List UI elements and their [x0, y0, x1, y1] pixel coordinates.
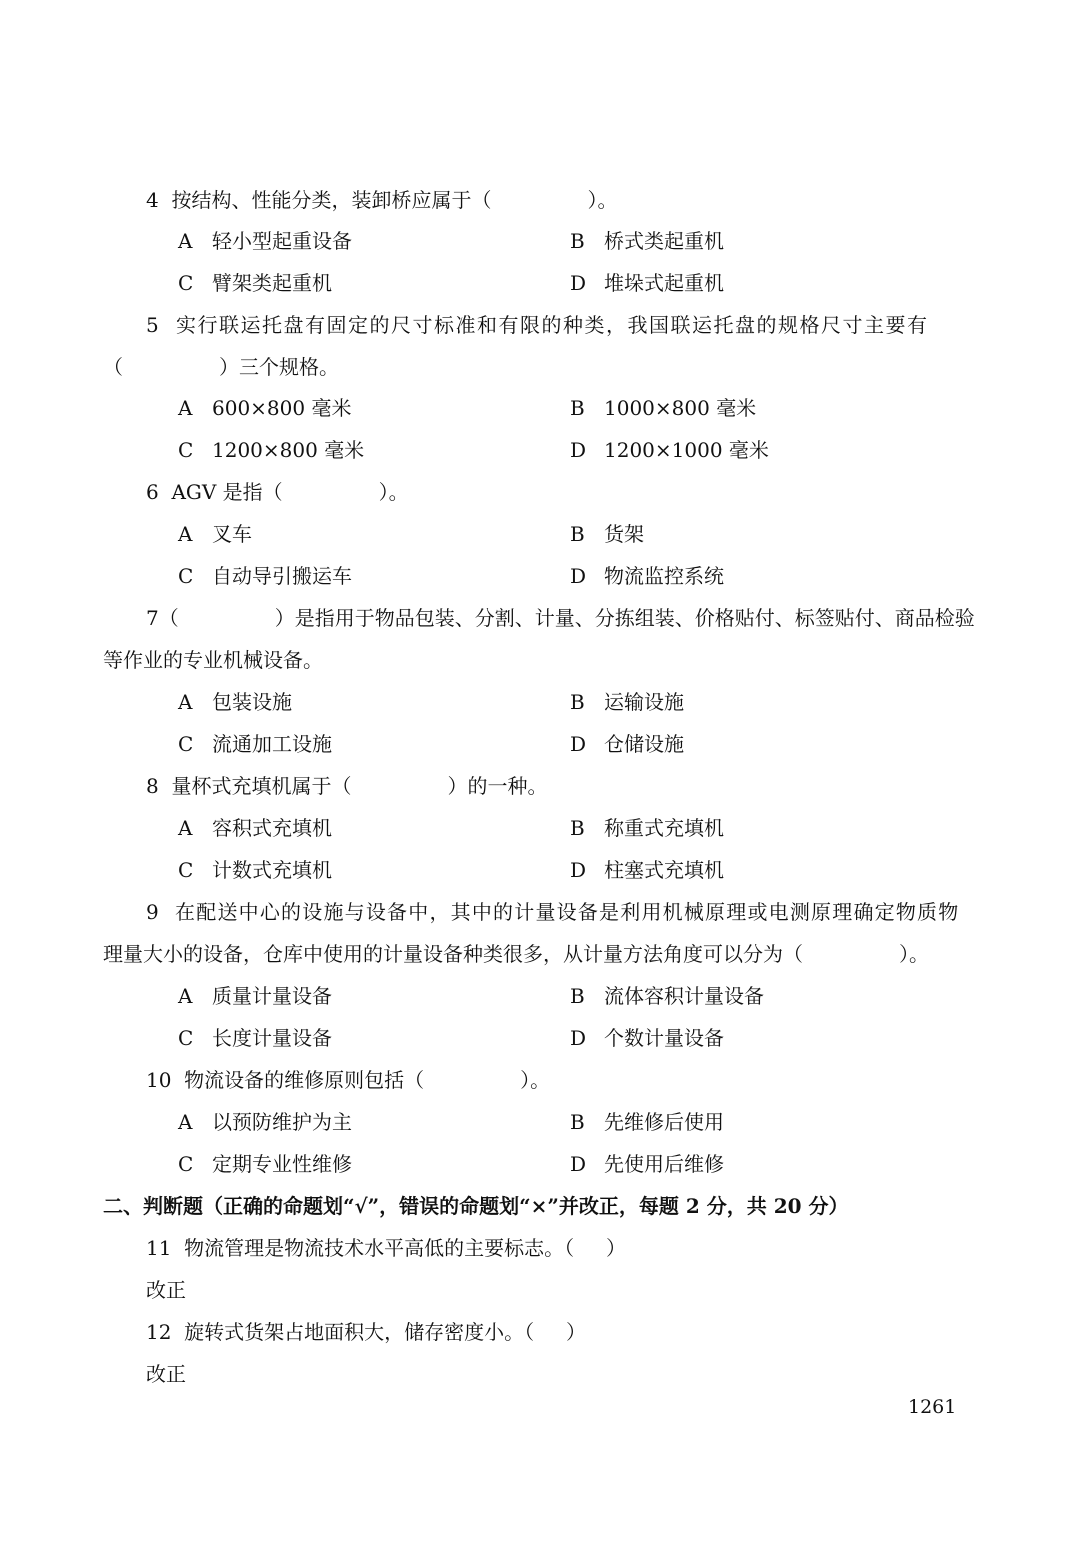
option-text: 轻小型起重设备: [212, 229, 352, 253]
question-7-stem-line-1: [146, 604, 975, 632]
question-6-stem-text: 6 AGV 是指（: [146, 480, 283, 504]
question-4-stem-end: ）。: [587, 188, 618, 212]
option-letter: D: [570, 732, 587, 756]
option-text: 先使用后维修: [604, 1152, 724, 1176]
option-letter: C: [178, 858, 194, 882]
option-letter: C: [178, 732, 194, 756]
option-letter: D: [570, 564, 587, 588]
question-9-option-a: [178, 982, 332, 1010]
option-letter: C: [178, 271, 194, 295]
question-9-stem-line-1: 9 在配送中心的设施与设备中，其中的计量设备是利用机械原理或电测原理确定物质物: [146, 900, 960, 924]
question-5-option-b: [570, 394, 756, 422]
option-letter: B: [570, 1110, 585, 1134]
option-text: 1200×1000 毫米: [604, 438, 769, 462]
question-10-stem-end: ）。: [520, 1068, 551, 1092]
option-letter: A: [178, 1110, 193, 1134]
question-9-option-c: [178, 1024, 332, 1052]
question-4-stem-text: 4 按结构、性能分类，装卸桥应属于（: [146, 188, 492, 212]
question-8-option-d: [570, 856, 724, 884]
option-letter: D: [570, 438, 587, 462]
option-text: 自动导引搬运车: [212, 564, 352, 588]
option-letter: B: [570, 984, 585, 1008]
question-10-option-c: [178, 1150, 352, 1178]
option-letter: D: [570, 1152, 587, 1176]
option-text: 柱塞式充填机: [604, 858, 724, 882]
option-text: 臂架类起重机: [212, 271, 332, 295]
option-text: 1200×800 毫米: [212, 438, 365, 462]
option-text: 计数式充填机: [212, 858, 332, 882]
option-letter: A: [178, 690, 193, 714]
question-9-stem-end: ）。: [899, 942, 929, 966]
question-4-option-b: [570, 227, 724, 255]
question-6-option-b: [570, 520, 644, 548]
question-8-option-c: [178, 856, 332, 884]
option-letter: C: [178, 1152, 194, 1176]
option-letter: B: [570, 690, 585, 714]
option-letter: C: [178, 438, 194, 462]
question-6-option-d: [570, 562, 724, 590]
question-10-option-a: [178, 1108, 352, 1136]
option-letter: A: [178, 816, 193, 840]
option-letter: D: [570, 1026, 587, 1050]
question-5-stem-line-2: [103, 353, 339, 381]
question-8-stem-end: ）的一种。: [447, 774, 548, 798]
option-text: 货架: [604, 522, 644, 546]
option-text: 1000×800 毫米: [604, 396, 757, 420]
question-12-correction-label: 改正: [146, 1362, 186, 1386]
option-letter: D: [570, 271, 587, 295]
question-5-stem-open: （: [103, 355, 123, 379]
question-5-option-d: [570, 436, 769, 464]
option-letter: B: [570, 229, 585, 253]
question-5-stem-end: ）三个规格。: [219, 355, 339, 379]
option-letter: A: [178, 522, 193, 546]
option-letter: C: [178, 564, 194, 588]
option-letter: A: [178, 396, 193, 420]
question-9-stem-line-2: [103, 940, 929, 968]
question-4-option-d: [570, 269, 724, 297]
option-letter: B: [570, 816, 585, 840]
option-text: 物流监控系统: [604, 564, 724, 588]
question-5-option-c: [178, 436, 364, 464]
question-7-option-c: [178, 730, 332, 758]
option-text: 先维修后使用: [604, 1110, 724, 1134]
option-text: 定期专业性维修: [212, 1152, 352, 1176]
question-10-stem: [146, 1066, 550, 1094]
section-2-heading: 二、判断题（正确的命题划“√”，错误的命题划“×”并改正，每题 2 分，共 20 分）: [103, 1194, 849, 1218]
question-8-option-a: [178, 814, 332, 842]
option-letter: C: [178, 1026, 194, 1050]
option-letter: B: [570, 522, 585, 546]
option-text: 叉车: [212, 522, 252, 546]
option-letter: B: [570, 396, 585, 420]
option-text: 个数计量设备: [604, 1026, 724, 1050]
option-letter: A: [178, 984, 193, 1008]
option-text: 容积式充填机: [212, 816, 332, 840]
question-6-stem-end: ）。: [378, 480, 409, 504]
option-text: 质量计量设备: [212, 984, 332, 1008]
page-number: 1261: [908, 1396, 957, 1418]
question-9-stem-text: 理量大小的设备，仓库中使用的计量设备种类很多，从计量方法角度可以分为（: [103, 942, 803, 966]
question-7-stem-open: 7（: [146, 606, 179, 630]
option-text: 流体容积计量设备: [604, 984, 764, 1008]
option-text: 桥式类起重机: [604, 229, 724, 253]
question-10-stem-text: 10 物流设备的维修原则包括（: [146, 1068, 425, 1092]
question-10-option-d: [570, 1150, 724, 1178]
question-8-stem-text: 8 量杯式充填机属于（: [146, 774, 352, 798]
question-12-stem: 12 旋转式货架占地面积大，储存密度小。（ ）: [146, 1320, 586, 1344]
question-6-stem: [146, 478, 409, 506]
option-text: 流通加工设施: [212, 732, 332, 756]
question-6-option-a: [178, 520, 252, 548]
question-7-stem-line-2: 等作业的专业机械设备。: [103, 648, 323, 672]
question-5-option-a: [178, 394, 351, 422]
option-text: 600×800 毫米: [212, 396, 352, 420]
option-text: 称重式充填机: [604, 816, 724, 840]
option-text: 堆垛式起重机: [604, 271, 724, 295]
question-4-option-a: [178, 227, 352, 255]
question-11-correction-label: 改正: [146, 1278, 186, 1302]
question-7-option-d: [570, 730, 684, 758]
option-text: 包装设施: [212, 690, 292, 714]
question-6-option-c: [178, 562, 352, 590]
question-10-option-b: [570, 1108, 724, 1136]
question-4-stem: [146, 186, 617, 214]
question-7-option-b: [570, 688, 684, 716]
question-5-stem-line-1: 5 实行联运托盘有固定的尺寸标准和有限的种类，我国联运托盘的规格尺寸主要有: [146, 313, 929, 337]
question-9-option-d: [570, 1024, 724, 1052]
question-9-option-b: [570, 982, 764, 1010]
question-7-stem-text: ）是指用于物品包装、分割、计量、分拣组装、价格贴付、标签贴付、商品检验: [274, 606, 975, 630]
option-text: 以预防维护为主: [212, 1110, 352, 1134]
question-4-option-c: [178, 269, 332, 297]
question-11-stem: 11 物流管理是物流技术水平高低的主要标志。（ ）: [146, 1236, 626, 1260]
question-8-option-b: [570, 814, 724, 842]
option-text: 长度计量设备: [212, 1026, 332, 1050]
option-text: 运输设施: [604, 690, 684, 714]
option-text: 仓储设施: [604, 732, 684, 756]
question-8-stem: [146, 772, 547, 800]
question-7-option-a: [178, 688, 292, 716]
option-letter: D: [570, 858, 587, 882]
option-letter: A: [178, 229, 193, 253]
